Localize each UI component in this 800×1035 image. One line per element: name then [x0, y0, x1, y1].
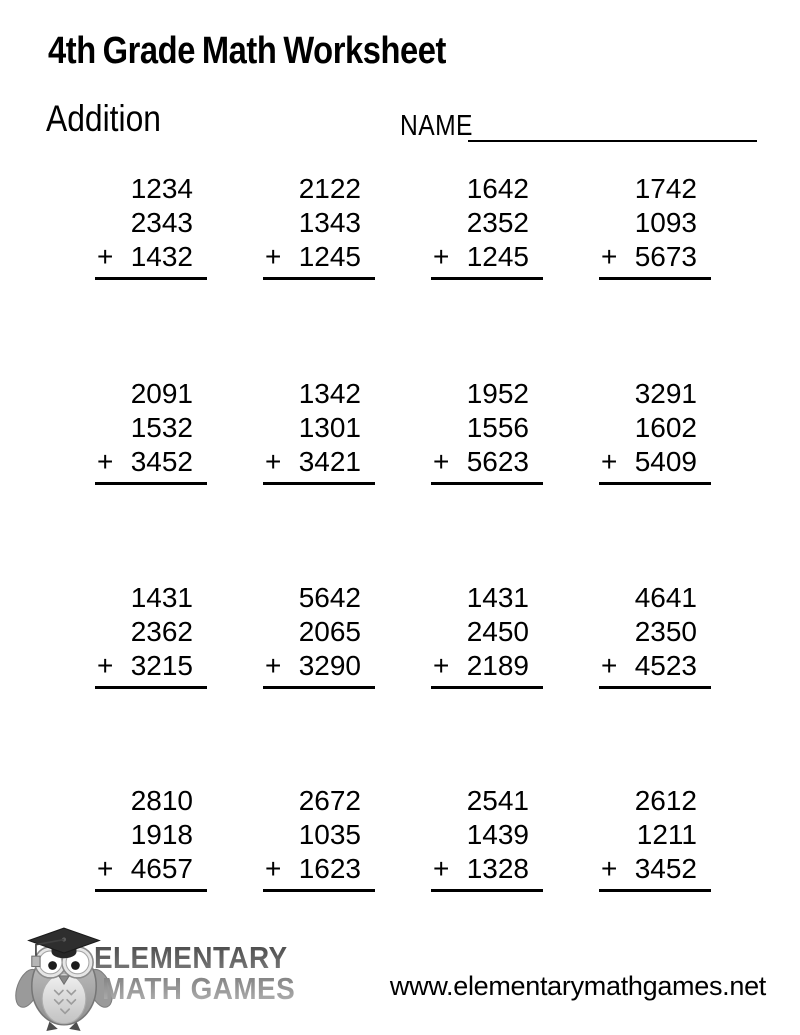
problems-row-1: [95, 172, 711, 280]
addition-problem-15: [431, 784, 543, 892]
addend: 2122: [298, 173, 361, 204]
answer-line: [599, 482, 711, 485]
addend-with-plus: [599, 852, 711, 886]
addend-with-plus: [263, 649, 375, 683]
name-underline: [468, 140, 757, 142]
addend: 1532: [130, 412, 193, 443]
addend: 4641: [634, 582, 697, 613]
addend: 2672: [298, 785, 361, 816]
answer-line: [431, 686, 543, 689]
addend: 2450: [466, 616, 529, 647]
addition-problem-10: [263, 581, 375, 689]
addend: 1623: [298, 853, 361, 884]
addend: 1035: [298, 819, 361, 850]
logo-line2: MATH GAMES: [102, 971, 296, 1006]
addition-problem-7: [431, 377, 543, 485]
addend-with-plus: [599, 445, 711, 479]
answer-line: [599, 277, 711, 280]
answer-line: [599, 686, 711, 689]
addend: 2810: [130, 785, 193, 816]
answer-line: [95, 482, 207, 485]
addition-problem-4: [599, 172, 711, 280]
plus-sign: +: [97, 853, 114, 884]
addend-with-plus: [263, 240, 375, 274]
addend: 2612: [634, 785, 697, 816]
addend-with-plus: [95, 445, 207, 479]
addend: 4523: [634, 650, 697, 681]
plus-sign: +: [433, 650, 450, 681]
addend-with-plus: [95, 852, 207, 886]
addend-with-plus: [599, 649, 711, 683]
plus-sign: +: [433, 446, 450, 477]
plus-sign: +: [601, 446, 618, 477]
plus-sign: +: [97, 650, 114, 681]
addend: 1556: [466, 412, 529, 443]
addend: 1742: [634, 173, 697, 204]
addend: 2065: [298, 616, 361, 647]
addend: 2352: [466, 207, 529, 238]
addend: 2362: [130, 616, 193, 647]
section-title: Addition: [46, 98, 161, 139]
addend: 3421: [298, 446, 361, 477]
addend: 5409: [634, 446, 697, 477]
addition-problem-16: [599, 784, 711, 892]
problems-row-2: [95, 377, 711, 485]
answer-line: [263, 277, 375, 280]
addend: 1431: [466, 582, 529, 613]
addition-problem-3: [431, 172, 543, 280]
addend: 2091: [130, 378, 193, 409]
addend: 1245: [298, 241, 361, 272]
addend: 3290: [298, 650, 361, 681]
addend: 2189: [466, 650, 529, 681]
addend: 5642: [298, 582, 361, 613]
addend: 2343: [130, 207, 193, 238]
addend-with-plus: [431, 649, 543, 683]
addition-problem-6: [263, 377, 375, 485]
addition-problem-5: [95, 377, 207, 485]
plus-sign: +: [601, 853, 618, 884]
addend: 1245: [466, 241, 529, 272]
problems-row-4: [95, 784, 711, 892]
addend: 1343: [298, 207, 361, 238]
plus-sign: +: [265, 241, 282, 272]
addend: 1093: [634, 207, 697, 238]
addend: 1328: [466, 853, 529, 884]
answer-line: [95, 889, 207, 892]
addend: 1234: [130, 173, 193, 204]
addend-with-plus: [599, 240, 711, 274]
addend-with-plus: [263, 445, 375, 479]
answer-line: [599, 889, 711, 892]
addend-with-plus: [263, 852, 375, 886]
page-title: 4th Grade Math Worksheet: [48, 30, 446, 72]
addend-with-plus: [431, 445, 543, 479]
addend-with-plus: [431, 852, 543, 886]
plus-sign: +: [265, 650, 282, 681]
plus-sign: +: [601, 241, 618, 272]
plus-sign: +: [433, 241, 450, 272]
addition-problem-11: [431, 581, 543, 689]
problems-row-3: [95, 581, 711, 689]
name-label: NAME: [400, 110, 473, 142]
addition-problem-13: [95, 784, 207, 892]
addend-with-plus: [431, 240, 543, 274]
addend: 2350: [634, 616, 697, 647]
addend: 4657: [130, 853, 193, 884]
answer-line: [263, 482, 375, 485]
addition-problem-1: [95, 172, 207, 280]
addition-problem-2: [263, 172, 375, 280]
addition-problem-9: [95, 581, 207, 689]
addend: 1431: [130, 582, 193, 613]
addend: 1301: [298, 412, 361, 443]
addend: 1439: [466, 819, 529, 850]
plus-sign: +: [97, 241, 114, 272]
addend-with-plus: [95, 649, 207, 683]
plus-sign: +: [265, 853, 282, 884]
logo-line1: ELEMENTARY: [94, 940, 288, 975]
addend: 1342: [298, 378, 361, 409]
answer-line: [431, 889, 543, 892]
addend: 5673: [634, 241, 697, 272]
addition-problem-12: [599, 581, 711, 689]
answer-line: [263, 889, 375, 892]
answer-line: [263, 686, 375, 689]
answer-line: [431, 277, 543, 280]
plus-sign: +: [433, 853, 450, 884]
addend: 1602: [634, 412, 697, 443]
addend: 3452: [130, 446, 193, 477]
answer-line: [95, 277, 207, 280]
addition-problem-14: [263, 784, 375, 892]
plus-sign: +: [265, 446, 282, 477]
plus-sign: +: [97, 446, 114, 477]
answer-line: [431, 482, 543, 485]
addend: 1211: [636, 819, 697, 850]
addend: 1432: [130, 241, 193, 272]
addition-problem-8: [599, 377, 711, 485]
addend: 1642: [466, 173, 529, 204]
logo-wordmark: [94, 942, 295, 1004]
addend: 3291: [634, 378, 697, 409]
addend: 1918: [130, 819, 193, 850]
addend: 2541: [466, 785, 529, 816]
website-url: www.elementarymathgames.net: [389, 971, 766, 1001]
addend: 3452: [634, 853, 697, 884]
addend: 1952: [466, 378, 529, 409]
addend: 5623: [466, 446, 529, 477]
plus-sign: +: [601, 650, 618, 681]
addend-with-plus: [95, 240, 207, 274]
addend: 3215: [130, 650, 193, 681]
answer-line: [95, 686, 207, 689]
